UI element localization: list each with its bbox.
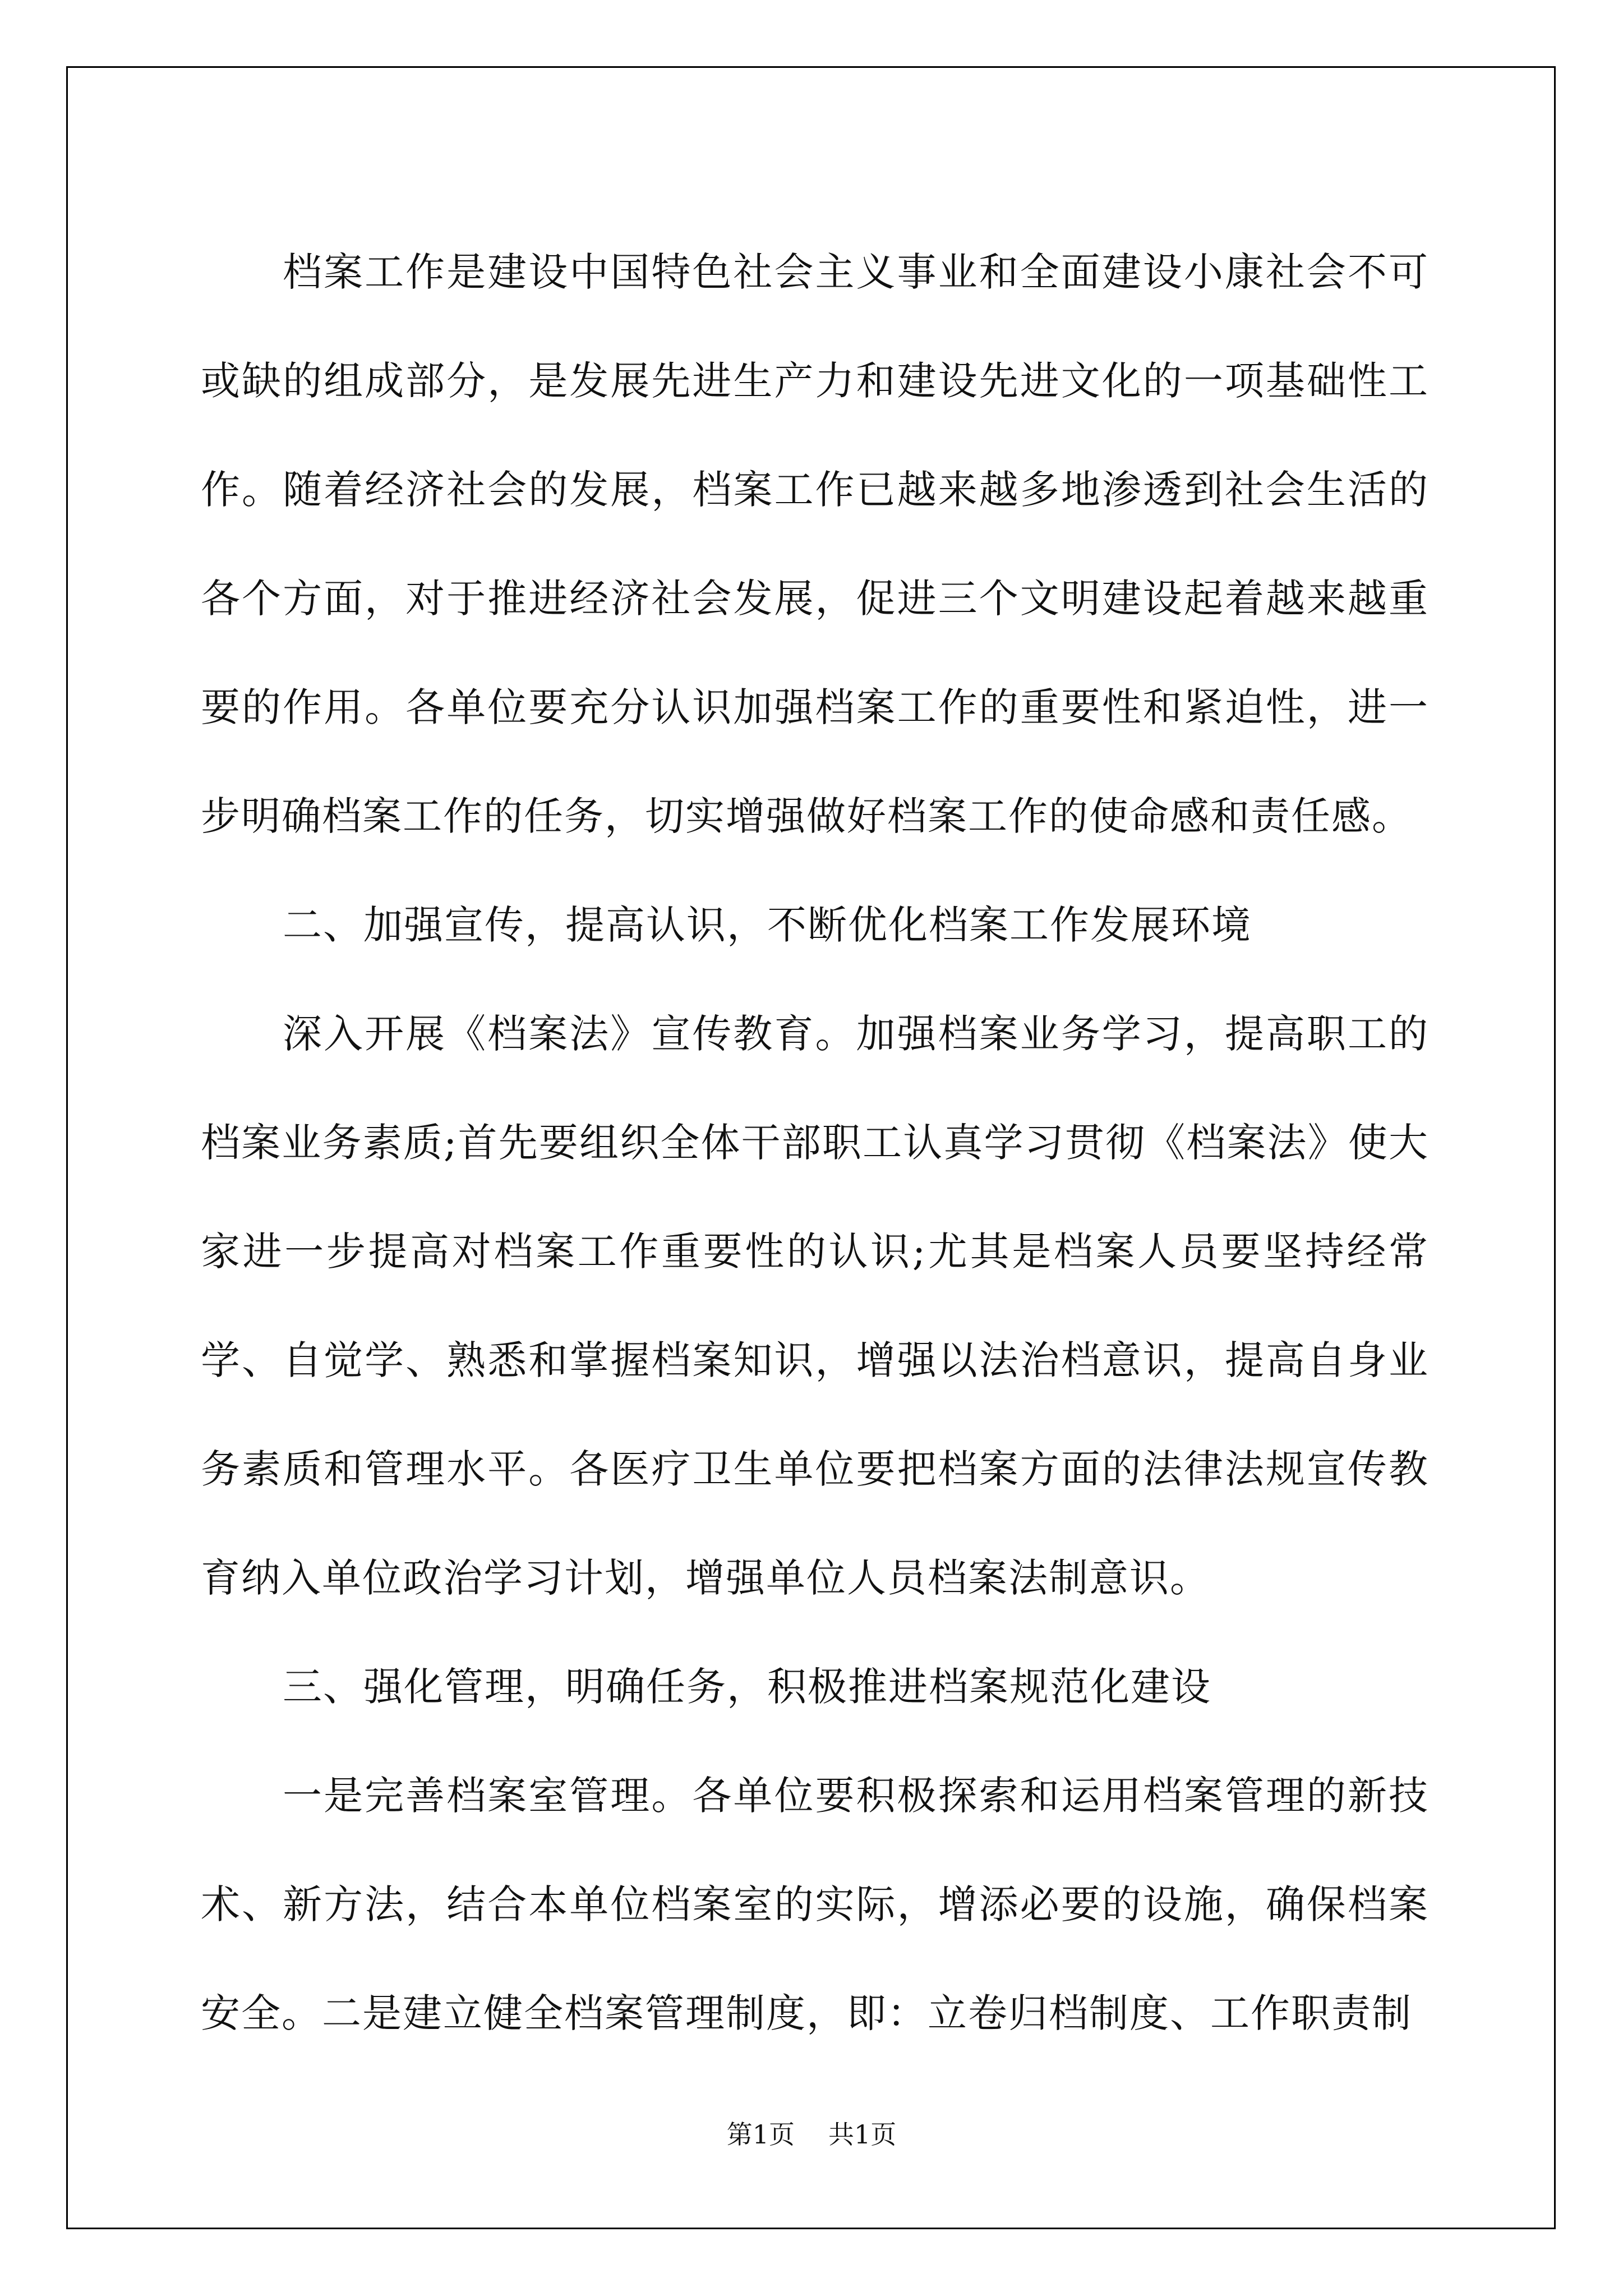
section-heading-2: 二、加强宣传，提高认识，不断优化档案工作发展环境	[283, 902, 1252, 948]
paragraph-intro: 档案工作是建设中国特色社会主义事业和全面建设小康社会不可或缺的组成部分，是发展先进生产力和建设先进文化的一项基础性工作。随着经济社会的发展，档案工作已越来越多地渗透到社会生活的各个方面，对于推进经济社会发展，促进三个文明建设起着越来越重要的作用。各单位要充分认识加强档案工作的重要性和紧迫性，进一步明确档案工作的任务，切实增强做好档案工作的使命感和责任感。	[201, 249, 1429, 839]
section-heading-3: 三、强化管理，明确任务，积极推进档案规范化建设	[283, 1664, 1211, 1710]
page-footer	[0, 2118, 1623, 2151]
document-body	[201, 218, 1429, 2068]
paragraph-management: 一是完善档案室管理。各单位要积极探索和运用档案管理的新技术、新方法，结合本单位档案室的实际，增添必要的设施，确保档案安全。二是建立健全档案管理制度，即：立卷归档制度、工作职责制	[201, 1773, 1429, 2036]
paragraph-publicity: 深入开展《档案法》宣传教育。加强档案业务学习，提高职工的档案业务素质;首先要组织全体干部职工认真学习贯彻《档案法》使大家进一步提高对档案工作重要性的认识;尤其是档案人员要坚持经常学、自觉学、熟悉和掌握档案知识，增强以法治档意识，提高自身业务素质和管理水平。各医疗卫生单位要把档案方面的法律法规宣传教育纳入单位政治学习计划，增强单位人员档案法制意识。	[201, 1011, 1429, 1601]
page-number: 第1页	[726, 2119, 795, 2150]
page-total: 共1页	[828, 2119, 897, 2150]
